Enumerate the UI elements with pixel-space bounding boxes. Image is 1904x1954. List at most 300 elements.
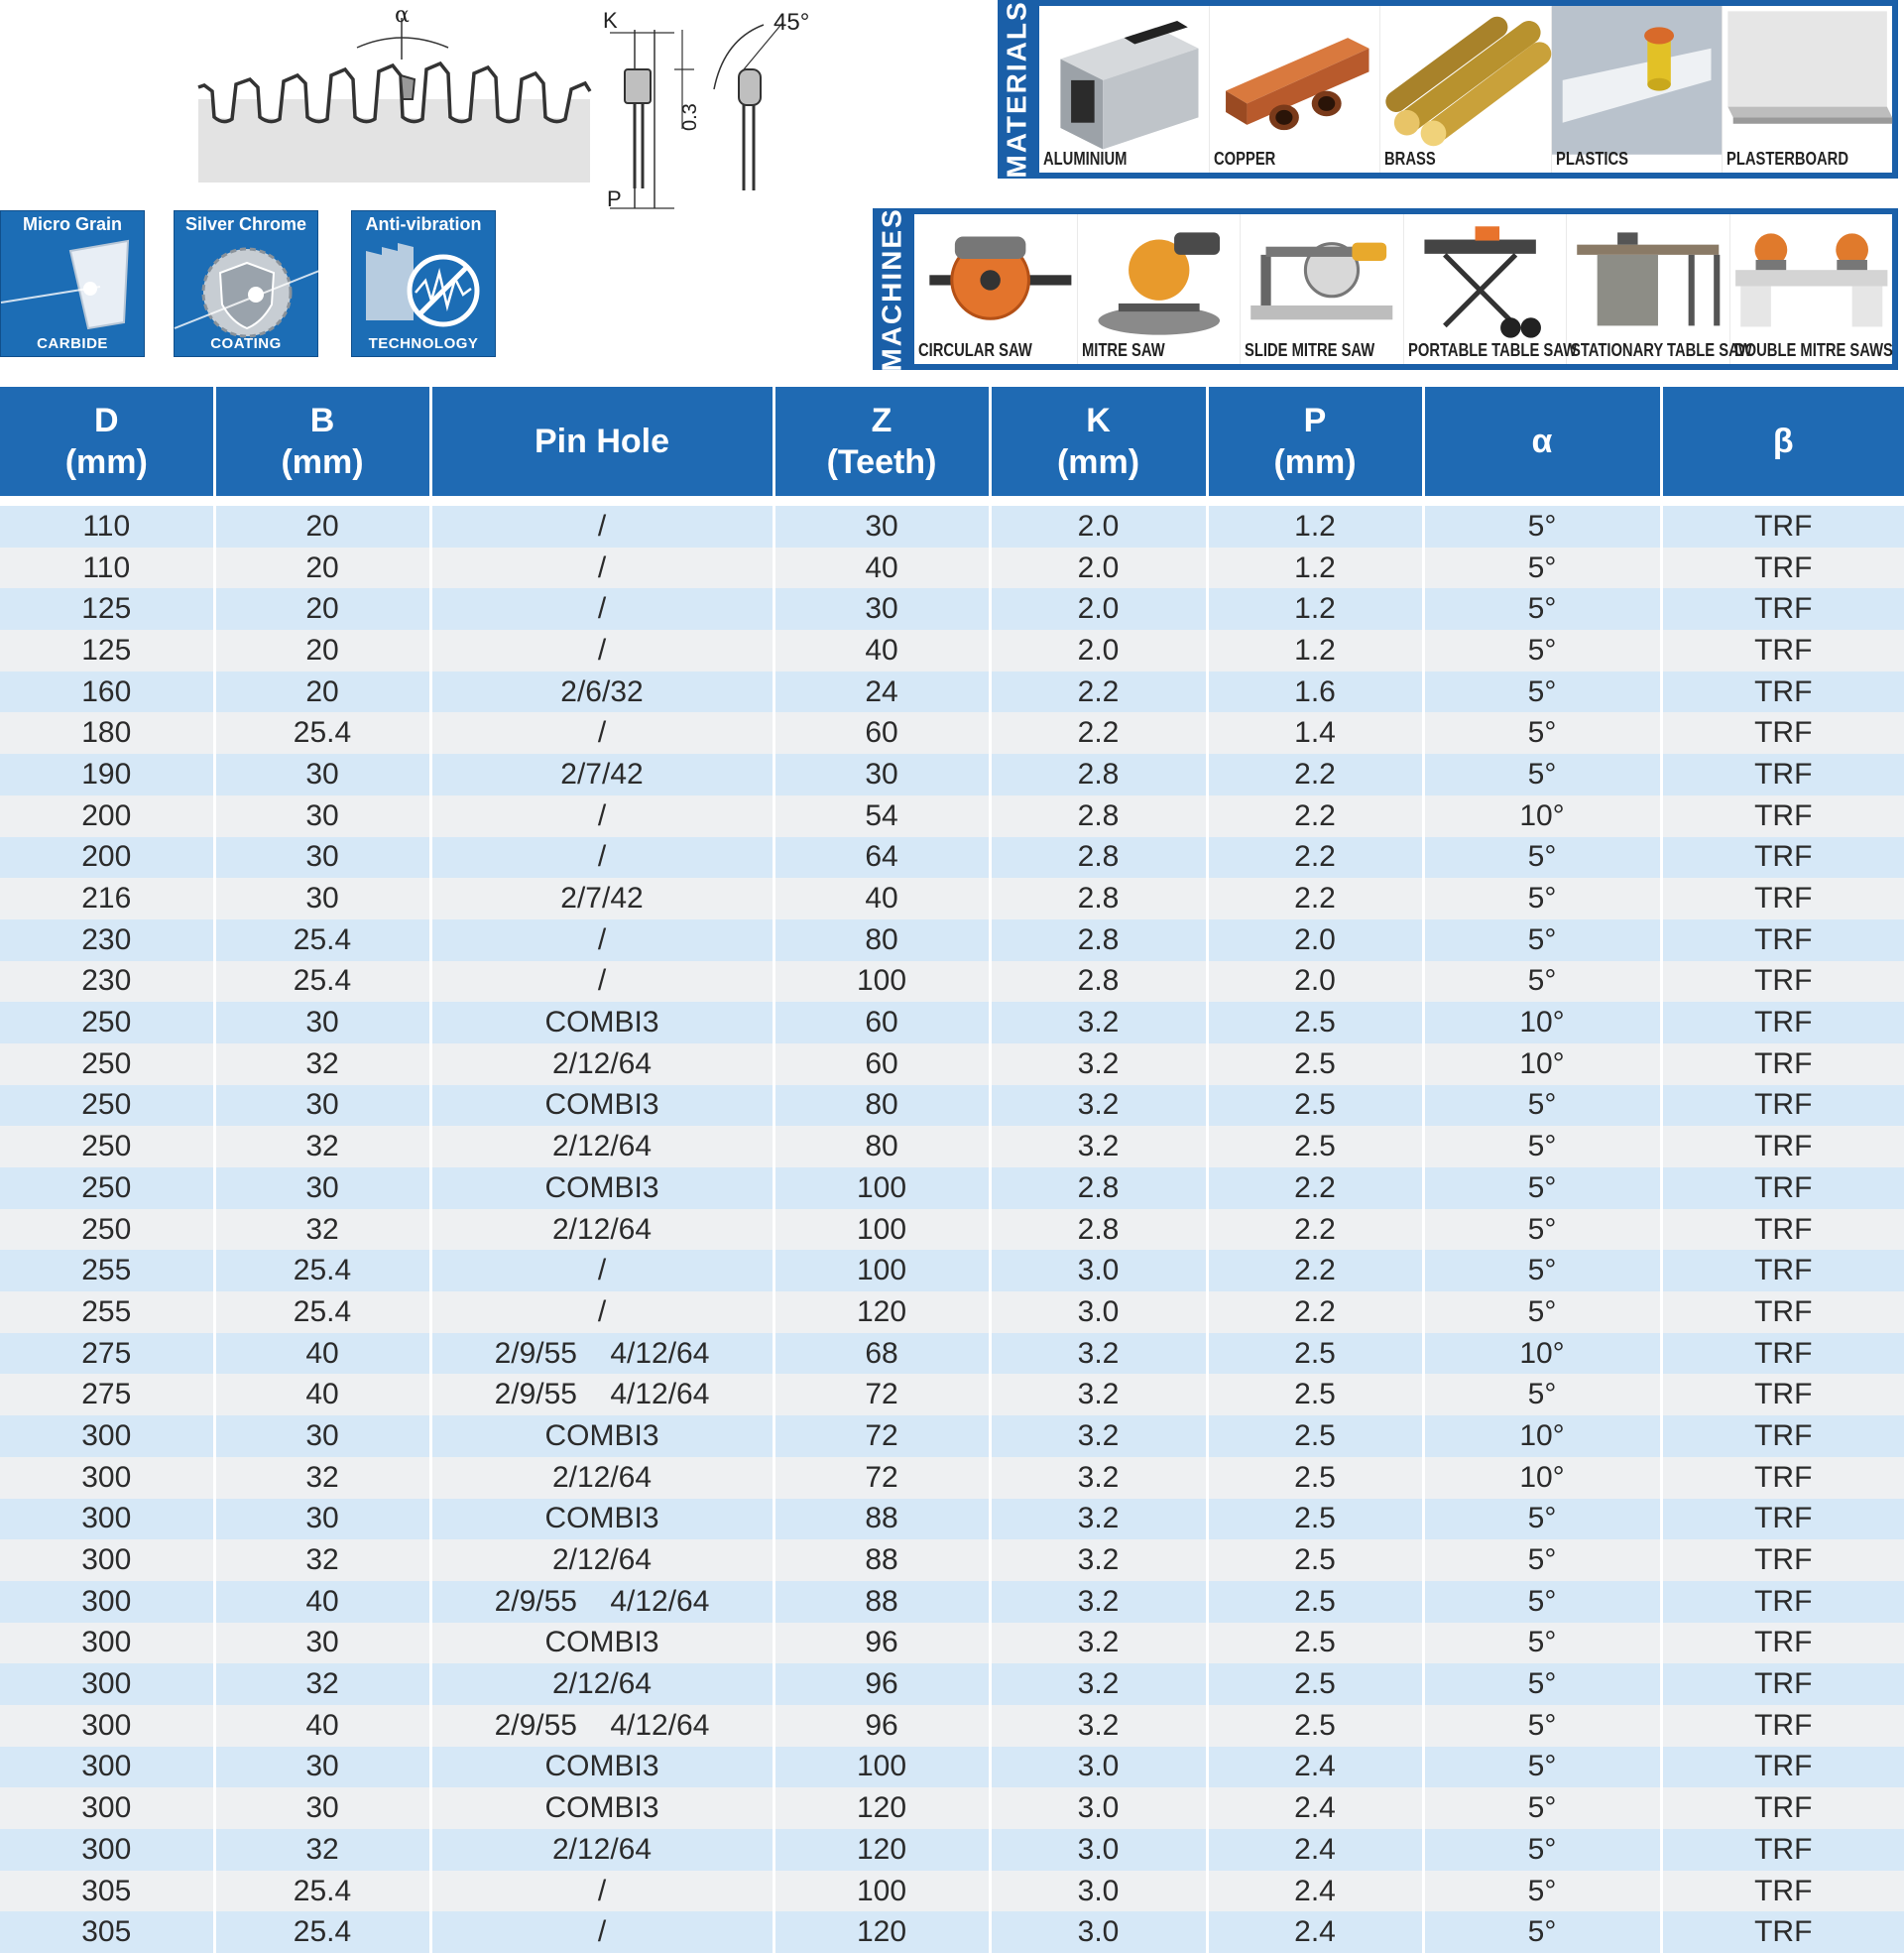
- angle-label: 45°: [774, 9, 810, 36]
- cell-pin-hole: 2/12/64: [430, 1457, 774, 1499]
- cell-beta: TRF: [1661, 1167, 1904, 1209]
- cell-k: 2.8: [990, 961, 1207, 1003]
- cell-alpha: 5°: [1423, 672, 1661, 713]
- cell-beta: TRF: [1661, 961, 1904, 1003]
- cell-alpha: 10°: [1423, 1333, 1661, 1375]
- cell-z: 100: [774, 1871, 990, 1912]
- cell-pin-hole: /: [430, 548, 774, 589]
- cell-d: 300: [0, 1787, 214, 1829]
- cell-beta: TRF: [1661, 548, 1904, 589]
- cell-alpha: 10°: [1423, 1457, 1661, 1499]
- cell-d: 300: [0, 1623, 214, 1664]
- cell-k: 3.2: [990, 1457, 1207, 1499]
- materials-label-box: [998, 0, 1037, 179]
- cell-beta: TRF: [1661, 672, 1904, 713]
- cell-beta: TRF: [1661, 1623, 1904, 1664]
- cell-b: 32: [214, 1457, 430, 1499]
- table-row: [0, 1871, 1904, 1912]
- table-row: [0, 1663, 1904, 1705]
- cell-z: 40: [774, 878, 990, 919]
- cell-alpha: 5°: [1423, 1911, 1661, 1953]
- cell-pin-hole: 2/9/55 4/12/64: [430, 1333, 774, 1375]
- cell-k: 3.0: [990, 1787, 1207, 1829]
- cell-pin-hole: COMBI3: [430, 1623, 774, 1664]
- cell-beta: TRF: [1661, 1911, 1904, 1953]
- cell-b: 40: [214, 1581, 430, 1623]
- cell-b: 30: [214, 1787, 430, 1829]
- table-row: [0, 1043, 1904, 1085]
- cell-z: 96: [774, 1623, 990, 1664]
- material-plastics: [1552, 6, 1723, 173]
- cell-p: 2.2: [1207, 1291, 1423, 1333]
- cell-z: 30: [774, 588, 990, 630]
- material-caption: ALUMINIUM: [1043, 149, 1128, 169]
- cell-alpha: 5°: [1423, 1829, 1661, 1871]
- cell-beta: TRF: [1661, 1126, 1904, 1167]
- p-label: P: [607, 186, 622, 211]
- table-row: [0, 1747, 1904, 1788]
- machine-stationary-table-saw: [1567, 214, 1752, 364]
- cell-p: 2.5: [1207, 1002, 1423, 1043]
- table-row: [0, 1911, 1904, 1953]
- cell-k: 2.0: [990, 588, 1207, 630]
- machines-label: MACHINES: [877, 206, 907, 372]
- cell-pin-hole: COMBI3: [430, 1787, 774, 1829]
- materials-panel: [998, 0, 1898, 179]
- cell-d: 125: [0, 588, 214, 630]
- cell-z: 100: [774, 1250, 990, 1291]
- cell-beta: TRF: [1661, 1499, 1904, 1540]
- header-k[interactable]: K (mm): [990, 387, 1207, 501]
- cell-alpha: 5°: [1423, 1167, 1661, 1209]
- cell-z: 40: [774, 630, 990, 672]
- cell-alpha: 5°: [1423, 548, 1661, 589]
- cell-pin-hole: /: [430, 588, 774, 630]
- material-caption: BRASS: [1384, 149, 1437, 169]
- cell-z: 120: [774, 1911, 990, 1953]
- tooth-profile-diagram: [188, 0, 605, 193]
- cell-beta: TRF: [1661, 919, 1904, 961]
- cell-alpha: 5°: [1423, 1291, 1661, 1333]
- cell-b: 30: [214, 837, 430, 879]
- cell-alpha: 5°: [1423, 1374, 1661, 1415]
- cell-d: 300: [0, 1539, 214, 1581]
- cell-pin-hole: 2/6/32: [430, 672, 774, 713]
- cell-d: 300: [0, 1663, 214, 1705]
- cell-p: 2.0: [1207, 919, 1423, 961]
- cell-alpha: 5°: [1423, 1499, 1661, 1540]
- cell-b: 20: [214, 548, 430, 589]
- stationary-table-saw-icon: [1567, 214, 1729, 346]
- cell-pin-hole: 2/12/64: [430, 1043, 774, 1085]
- cell-pin-hole: /: [430, 712, 774, 754]
- cell-beta: TRF: [1661, 630, 1904, 672]
- cell-p: 1.2: [1207, 501, 1423, 548]
- cell-alpha: 5°: [1423, 630, 1661, 672]
- cell-z: 68: [774, 1333, 990, 1375]
- cell-b: 30: [214, 1747, 430, 1788]
- table-row: [0, 1457, 1904, 1499]
- cell-b: 32: [214, 1663, 430, 1705]
- double-mitre-saws-icon: [1730, 214, 1893, 346]
- cell-p: 2.5: [1207, 1043, 1423, 1085]
- cell-alpha: 5°: [1423, 1581, 1661, 1623]
- cell-k: 2.2: [990, 712, 1207, 754]
- cell-z: 60: [774, 1002, 990, 1043]
- cell-b: 40: [214, 1705, 430, 1747]
- material-plasterboard: [1723, 6, 1892, 173]
- aluminium-profile-icon: [1039, 6, 1209, 155]
- k-label: K: [603, 8, 618, 33]
- cell-b: 30: [214, 754, 430, 795]
- cell-alpha: 5°: [1423, 1663, 1661, 1705]
- plasterboard-icon: [1723, 6, 1892, 155]
- cell-pin-hole: 2/9/55 4/12/64: [430, 1705, 774, 1747]
- header-pin-hole[interactable]: Pin Hole: [430, 387, 774, 501]
- cell-pin-hole: /: [430, 961, 774, 1003]
- cell-b: 30: [214, 1623, 430, 1664]
- cell-d: 300: [0, 1705, 214, 1747]
- cell-pin-hole: 2/9/55 4/12/64: [430, 1581, 774, 1623]
- cell-b: 30: [214, 795, 430, 837]
- dimension-label: 0.3: [679, 103, 701, 131]
- copper-pipes-icon: [1210, 6, 1379, 155]
- cell-beta: TRF: [1661, 1002, 1904, 1043]
- cell-beta: TRF: [1661, 1085, 1904, 1127]
- header-z[interactable]: Z (Teeth): [774, 387, 990, 501]
- cell-d: 250: [0, 1002, 214, 1043]
- cell-d: 216: [0, 878, 214, 919]
- cell-k: 3.2: [990, 1374, 1207, 1415]
- cell-pin-hole: /: [430, 1871, 774, 1912]
- cell-z: 88: [774, 1581, 990, 1623]
- cell-k: 2.8: [990, 1209, 1207, 1251]
- cell-z: 40: [774, 548, 990, 589]
- table-header-row: [0, 387, 1904, 501]
- cell-b: 30: [214, 1085, 430, 1127]
- cell-d: 180: [0, 712, 214, 754]
- cell-beta: TRF: [1661, 1209, 1904, 1251]
- cell-k: 2.8: [990, 837, 1207, 879]
- cell-d: 300: [0, 1747, 214, 1788]
- cell-z: 88: [774, 1539, 990, 1581]
- table-row: [0, 1623, 1904, 1664]
- cell-beta: TRF: [1661, 1043, 1904, 1085]
- cell-beta: TRF: [1661, 1581, 1904, 1623]
- table-row: [0, 878, 1904, 919]
- cell-beta: TRF: [1661, 1705, 1904, 1747]
- cell-k: 2.0: [990, 548, 1207, 589]
- material-caption: PLASTICS: [1555, 149, 1628, 169]
- cell-beta: TRF: [1661, 1457, 1904, 1499]
- cell-b: 25.4: [214, 1250, 430, 1291]
- cell-p: 2.2: [1207, 1167, 1423, 1209]
- cell-beta: TRF: [1661, 1663, 1904, 1705]
- cell-p: 2.2: [1207, 795, 1423, 837]
- cell-k: 3.2: [990, 1085, 1207, 1127]
- cell-alpha: 5°: [1423, 1085, 1661, 1127]
- cell-alpha: 5°: [1423, 1705, 1661, 1747]
- cell-p: 2.5: [1207, 1539, 1423, 1581]
- cell-pin-hole: /: [430, 630, 774, 672]
- cell-pin-hole: 2/12/64: [430, 1209, 774, 1251]
- cell-z: 100: [774, 1747, 990, 1788]
- cell-pin-hole: 2/12/64: [430, 1663, 774, 1705]
- cell-beta: TRF: [1661, 1539, 1904, 1581]
- cell-z: 96: [774, 1663, 990, 1705]
- cell-p: 2.4: [1207, 1787, 1423, 1829]
- cell-z: 120: [774, 1291, 990, 1333]
- cell-z: 30: [774, 754, 990, 795]
- cell-p: 1.2: [1207, 630, 1423, 672]
- cell-k: 3.0: [990, 1871, 1207, 1912]
- cell-d: 255: [0, 1250, 214, 1291]
- table-row: [0, 548, 1904, 589]
- cell-z: 100: [774, 961, 990, 1003]
- cell-k: 3.2: [990, 1126, 1207, 1167]
- badge-subtitle: TECHNOLOGY: [368, 335, 479, 352]
- machines-label-box: [873, 208, 912, 370]
- cell-b: 32: [214, 1043, 430, 1085]
- plastics-icon: [1552, 6, 1722, 155]
- cell-d: 275: [0, 1374, 214, 1415]
- cell-alpha: 5°: [1423, 1250, 1661, 1291]
- cell-z: 100: [774, 1209, 990, 1251]
- cell-p: 2.5: [1207, 1415, 1423, 1457]
- cell-alpha: 10°: [1423, 1043, 1661, 1085]
- cell-pin-hole: 2/9/55 4/12/64: [430, 1374, 774, 1415]
- badge-title: Anti-vibration: [365, 214, 482, 234]
- cell-k: 3.2: [990, 1705, 1207, 1747]
- cell-p: 2.5: [1207, 1705, 1423, 1747]
- cell-p: 2.0: [1207, 961, 1423, 1003]
- cell-d: 230: [0, 919, 214, 961]
- cell-pin-hole: COMBI3: [430, 1167, 774, 1209]
- machine-mitre-saw: [1078, 214, 1242, 364]
- header-beta[interactable]: β: [1661, 387, 1904, 501]
- cell-beta: TRF: [1661, 1333, 1904, 1375]
- table-row: [0, 961, 1904, 1003]
- cell-d: 190: [0, 754, 214, 795]
- table-row: [0, 1539, 1904, 1581]
- cell-b: 32: [214, 1126, 430, 1167]
- cell-pin-hole: /: [430, 919, 774, 961]
- cell-b: 20: [214, 630, 430, 672]
- cell-alpha: 5°: [1423, 1126, 1661, 1167]
- cell-alpha: 5°: [1423, 837, 1661, 879]
- table-row: [0, 837, 1904, 879]
- table-row: [0, 1250, 1904, 1291]
- cell-d: 300: [0, 1581, 214, 1623]
- machine-portable-table-saw: [1404, 214, 1577, 364]
- cell-k: 3.2: [990, 1663, 1207, 1705]
- cell-b: 25.4: [214, 712, 430, 754]
- table-row: [0, 630, 1904, 672]
- cell-z: 80: [774, 1126, 990, 1167]
- cell-pin-hole: /: [430, 1291, 774, 1333]
- cell-d: 300: [0, 1829, 214, 1871]
- cell-b: 32: [214, 1539, 430, 1581]
- cell-b: 30: [214, 878, 430, 919]
- table-body: [0, 501, 1904, 1953]
- header-p[interactable]: P (mm): [1207, 387, 1423, 501]
- cell-z: 80: [774, 919, 990, 961]
- table-row: [0, 712, 1904, 754]
- cell-alpha: 5°: [1423, 1787, 1661, 1829]
- cell-alpha: 5°: [1423, 878, 1661, 919]
- cell-beta: TRF: [1661, 501, 1904, 548]
- cell-p: 2.4: [1207, 1871, 1423, 1912]
- cell-beta: TRF: [1661, 837, 1904, 879]
- cell-beta: TRF: [1661, 1291, 1904, 1333]
- cell-b: 25.4: [214, 1291, 430, 1333]
- cell-k: 2.2: [990, 672, 1207, 713]
- cell-z: 100: [774, 1167, 990, 1209]
- machines-panel: [873, 208, 1898, 370]
- cell-z: 96: [774, 1705, 990, 1747]
- cell-b: 32: [214, 1209, 430, 1251]
- machine-caption: CIRCULAR SAW: [918, 340, 1032, 360]
- cell-beta: TRF: [1661, 1787, 1904, 1829]
- cell-b: 25.4: [214, 919, 430, 961]
- table-row: [0, 672, 1904, 713]
- cell-z: 120: [774, 1787, 990, 1829]
- cell-beta: TRF: [1661, 1415, 1904, 1457]
- cell-p: 1.2: [1207, 588, 1423, 630]
- mitre-saw-icon: [1078, 214, 1241, 346]
- table-row: [0, 1829, 1904, 1871]
- cell-p: 2.5: [1207, 1663, 1423, 1705]
- cell-z: 120: [774, 1829, 990, 1871]
- cell-pin-hole: 2/12/64: [430, 1126, 774, 1167]
- cell-beta: TRF: [1661, 1250, 1904, 1291]
- material-caption: COPPER: [1214, 149, 1276, 169]
- cell-d: 305: [0, 1871, 214, 1912]
- cell-b: 30: [214, 1499, 430, 1540]
- cell-p: 2.2: [1207, 1209, 1423, 1251]
- cell-p: 2.4: [1207, 1747, 1423, 1788]
- cell-alpha: 5°: [1423, 754, 1661, 795]
- header-alpha[interactable]: α: [1423, 387, 1661, 501]
- cell-z: 72: [774, 1374, 990, 1415]
- header-b[interactable]: B (mm): [214, 387, 430, 501]
- machine-double-mitre-saws: [1730, 214, 1893, 364]
- cell-k: 2.0: [990, 501, 1207, 548]
- cell-d: 230: [0, 961, 214, 1003]
- micro-grain-carbide-badge: [0, 210, 145, 357]
- cell-beta: TRF: [1661, 754, 1904, 795]
- cell-beta: TRF: [1661, 1871, 1904, 1912]
- cell-beta: TRF: [1661, 795, 1904, 837]
- cell-p: 2.5: [1207, 1126, 1423, 1167]
- slide-mitre-saw-icon: [1241, 214, 1403, 346]
- cell-p: 2.5: [1207, 1374, 1423, 1415]
- machine-caption: DOUBLE MITRE SAWS: [1733, 340, 1893, 360]
- badge-subtitle: COATING: [210, 335, 282, 352]
- material-copper: [1210, 6, 1380, 173]
- cell-b: 30: [214, 1415, 430, 1457]
- cell-pin-hole: COMBI3: [430, 1499, 774, 1540]
- table-row: [0, 919, 1904, 961]
- cell-alpha: 5°: [1423, 1871, 1661, 1912]
- cell-p: 2.2: [1207, 837, 1423, 879]
- circular-saw-icon: [914, 214, 1077, 346]
- cell-z: 60: [774, 712, 990, 754]
- tooth-angle-diagram: [595, 0, 833, 228]
- cell-k: 3.0: [990, 1250, 1207, 1291]
- machine-circular-saw: [914, 214, 1078, 364]
- table-row: [0, 1209, 1904, 1251]
- table-row: [0, 588, 1904, 630]
- table-row: [0, 1705, 1904, 1747]
- cell-k: 3.0: [990, 1829, 1207, 1871]
- cell-pin-hole: /: [430, 501, 774, 548]
- cell-alpha: 5°: [1423, 1209, 1661, 1251]
- cell-z: 64: [774, 837, 990, 879]
- cell-b: 25.4: [214, 1911, 430, 1953]
- cell-beta: TRF: [1661, 1374, 1904, 1415]
- cell-k: 2.8: [990, 1167, 1207, 1209]
- table-row: [0, 754, 1904, 795]
- brass-rods-icon: [1380, 6, 1550, 155]
- table-row: [0, 1291, 1904, 1333]
- cell-d: 300: [0, 1415, 214, 1457]
- portable-table-saw-icon: [1404, 214, 1567, 346]
- cell-p: 2.5: [1207, 1085, 1423, 1127]
- header-d[interactable]: D (mm): [0, 387, 214, 501]
- cell-pin-hole: /: [430, 837, 774, 879]
- badge-title: Silver Chrome: [184, 214, 307, 234]
- cell-pin-hole: /: [430, 1250, 774, 1291]
- cell-p: 2.2: [1207, 1250, 1423, 1291]
- table-row: [0, 1126, 1904, 1167]
- cell-b: 40: [214, 1374, 430, 1415]
- cell-d: 300: [0, 1457, 214, 1499]
- alpha-label: α: [395, 3, 410, 28]
- cell-d: 300: [0, 1499, 214, 1540]
- table-row: [0, 1002, 1904, 1043]
- cell-pin-hole: 2/12/64: [430, 1539, 774, 1581]
- machine-caption: MITRE SAW: [1081, 340, 1165, 360]
- table-row: [0, 1374, 1904, 1415]
- cell-alpha: 5°: [1423, 712, 1661, 754]
- cell-pin-hole: 2/7/42: [430, 754, 774, 795]
- badge-subtitle: CARBIDE: [37, 335, 108, 352]
- anti-vibration-technology-badge: [351, 210, 496, 357]
- cell-k: 3.2: [990, 1333, 1207, 1375]
- table-row: [0, 1085, 1904, 1127]
- cell-d: 110: [0, 548, 214, 589]
- cell-d: 125: [0, 630, 214, 672]
- cell-d: 200: [0, 837, 214, 879]
- cell-d: 110: [0, 501, 214, 548]
- table-row: [0, 1333, 1904, 1375]
- cell-k: 2.8: [990, 754, 1207, 795]
- cell-k: 3.2: [990, 1043, 1207, 1085]
- cell-b: 20: [214, 588, 430, 630]
- cell-p: 2.5: [1207, 1581, 1423, 1623]
- cell-k: 3.2: [990, 1581, 1207, 1623]
- cell-d: 200: [0, 795, 214, 837]
- cell-b: 30: [214, 1002, 430, 1043]
- material-brass: [1380, 6, 1551, 173]
- cell-pin-hole: 2/12/64: [430, 1829, 774, 1871]
- cell-k: 2.8: [990, 919, 1207, 961]
- cell-p: 2.5: [1207, 1457, 1423, 1499]
- cell-d: 250: [0, 1043, 214, 1085]
- table-row: [0, 1167, 1904, 1209]
- cell-d: 275: [0, 1333, 214, 1375]
